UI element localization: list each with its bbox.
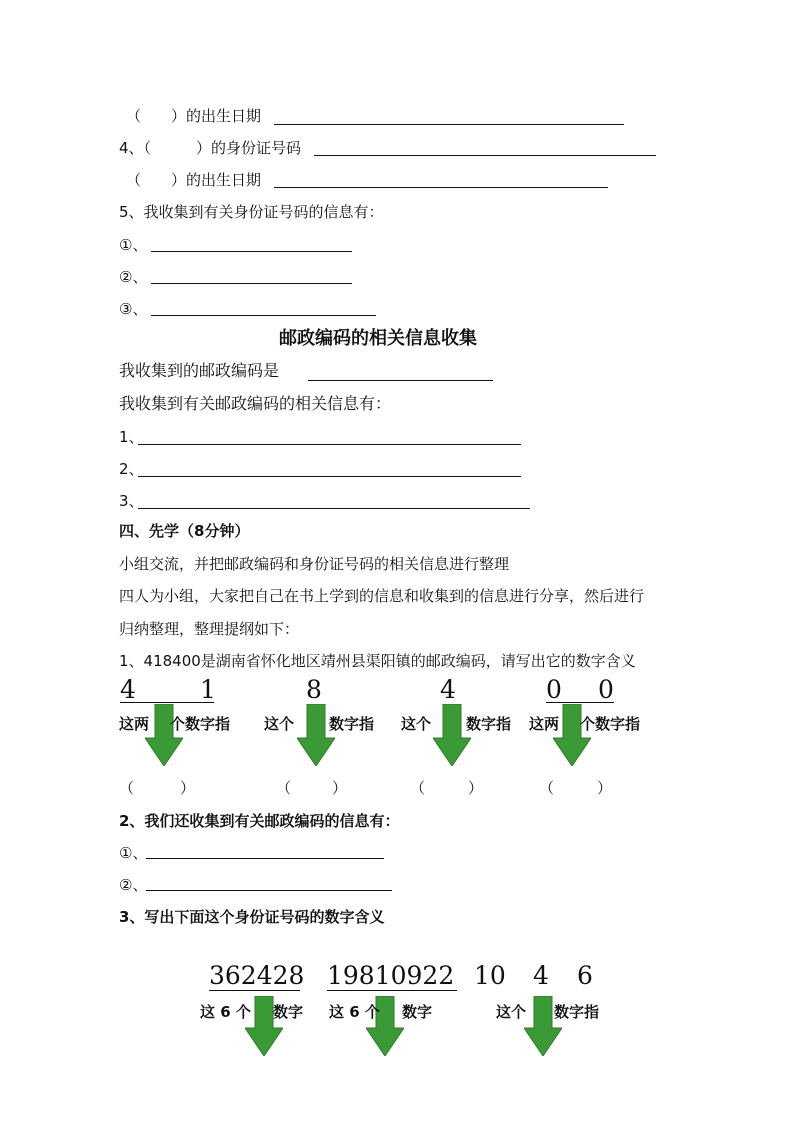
- postal-info-label: 我收集到有关邮政编码的相关信息有：: [119, 394, 392, 413]
- label-two-digits-a: 这两: [119, 715, 150, 733]
- postal-digit-3: 8: [306, 675, 322, 704]
- digits-underline-1: [120, 702, 214, 703]
- id-segment-4: 4: [533, 961, 549, 990]
- postal-collected-label: 我收集到的邮政编码是: [119, 361, 280, 380]
- label-two-digits-b: 个数字指: [170, 715, 231, 733]
- label-two-digits2-b: 个数字指: [580, 715, 641, 733]
- down-arrow-icon: [553, 704, 591, 766]
- id-number-blank-4[interactable]: [314, 155, 656, 156]
- answer-paren-open-2: （: [276, 779, 292, 797]
- id-label-3a: 这个: [496, 1003, 527, 1021]
- q5-item-2-blank[interactable]: [151, 283, 352, 284]
- answer-paren-close-1: ）: [180, 779, 196, 797]
- section-4-paragraph-2b: 归纳整理，整理提纲如下：: [119, 620, 300, 638]
- id-segment-3: 10: [474, 961, 506, 990]
- postal-digit-1: 4: [120, 675, 136, 704]
- id-label-2a: 这 6 个: [329, 1003, 380, 1021]
- postal-collected-blank[interactable]: [308, 380, 493, 381]
- q2-item-1-label: ①、: [119, 844, 148, 862]
- question-1-label: 1、418400是湖南省怀化地区靖州县渠阳镇的邮政编码，请写出它的数字含义: [119, 652, 636, 670]
- q2-item-1-blank[interactable]: [146, 858, 384, 859]
- id-label-3b: 数字指: [554, 1003, 600, 1021]
- id-segment-1: 362428: [209, 961, 305, 990]
- id-segment-2: 19810922: [327, 961, 455, 990]
- answer-paren-close-3: ）: [468, 779, 484, 797]
- postal-item-1-label: 1、: [119, 428, 144, 446]
- q5-item-3-label: ③、: [119, 300, 148, 318]
- label-one-digit-b: 数字指: [329, 715, 375, 733]
- id-segment-5: 6: [577, 961, 593, 990]
- answer-paren-open-4: （: [539, 779, 555, 797]
- q5-item-1-label: ①、: [119, 236, 148, 254]
- section-4-paragraph-2a: 四人为小组，大家把自己在书上学到的信息和收集到的信息进行分享，然后进行: [119, 587, 645, 605]
- id-label-1a: 这 6 个: [200, 1003, 251, 1021]
- question-5-label: 5、我收集到有关身份证号码的信息有：: [119, 203, 384, 221]
- label-one-digit-a: 这个: [264, 715, 295, 733]
- q5-item-3-blank[interactable]: [151, 315, 376, 316]
- label-one-digit2-b: 数字指: [466, 715, 512, 733]
- birth-date-label-2: （ ）的出生日期: [126, 171, 262, 189]
- label-one-digit2-a: 这个: [401, 715, 432, 733]
- q2-item-2-label: ②、: [119, 876, 148, 894]
- id-number-label-4: 4、（ ）的身份证号码: [119, 139, 302, 157]
- answer-paren-close-2: ）: [332, 779, 348, 797]
- down-arrow-icon: [297, 704, 335, 766]
- postal-item-2-label: 2、: [119, 460, 144, 478]
- section-4-paragraph-1: 小组交流，并把邮政编码和身份证号码的相关信息进行整理: [119, 555, 510, 573]
- birth-date-label-1: （ ）的出生日期: [126, 107, 262, 125]
- id-segment-2-underline: [327, 990, 457, 991]
- digits-underline-2: [546, 702, 614, 703]
- q5-item-2-label: ②、: [119, 268, 148, 286]
- postal-digit-5: 0: [546, 675, 562, 704]
- q2-item-2-blank[interactable]: [146, 890, 392, 891]
- section-4-heading: 四、先学（8分钟）: [119, 522, 250, 540]
- birth-date-blank-1[interactable]: [274, 124, 624, 125]
- answer-paren-close-4: ）: [597, 779, 613, 797]
- postal-item-3-label: 3、: [119, 492, 144, 510]
- postal-digit-4: 4: [440, 675, 456, 704]
- label-two-digits2-a: 这两: [529, 715, 560, 733]
- id-label-2b: 数字: [402, 1003, 433, 1021]
- answer-paren-open-1: （: [119, 779, 135, 797]
- id-segment-1-underline: [209, 990, 300, 991]
- postal-section-title: 邮政编码的相关信息收集: [279, 328, 477, 349]
- postal-item-3-blank[interactable]: [138, 508, 530, 509]
- down-arrow-icon: [433, 704, 471, 766]
- postal-digit-2: 1: [200, 675, 216, 704]
- birth-date-blank-2[interactable]: [274, 187, 608, 188]
- id-label-1b: 数字: [273, 1003, 304, 1021]
- postal-item-1-blank[interactable]: [138, 444, 521, 445]
- q5-item-1-blank[interactable]: [151, 251, 352, 252]
- question-3-label: 3、写出下面这个身份证号码的数字含义: [119, 908, 385, 926]
- answer-paren-open-3: （: [410, 779, 426, 797]
- question-2-label: 2、我们还收集到有关邮政编码的信息有：: [119, 812, 400, 830]
- postal-digit-6: 0: [598, 675, 614, 704]
- postal-item-2-blank[interactable]: [138, 476, 521, 477]
- down-arrow-icon: [145, 704, 183, 766]
